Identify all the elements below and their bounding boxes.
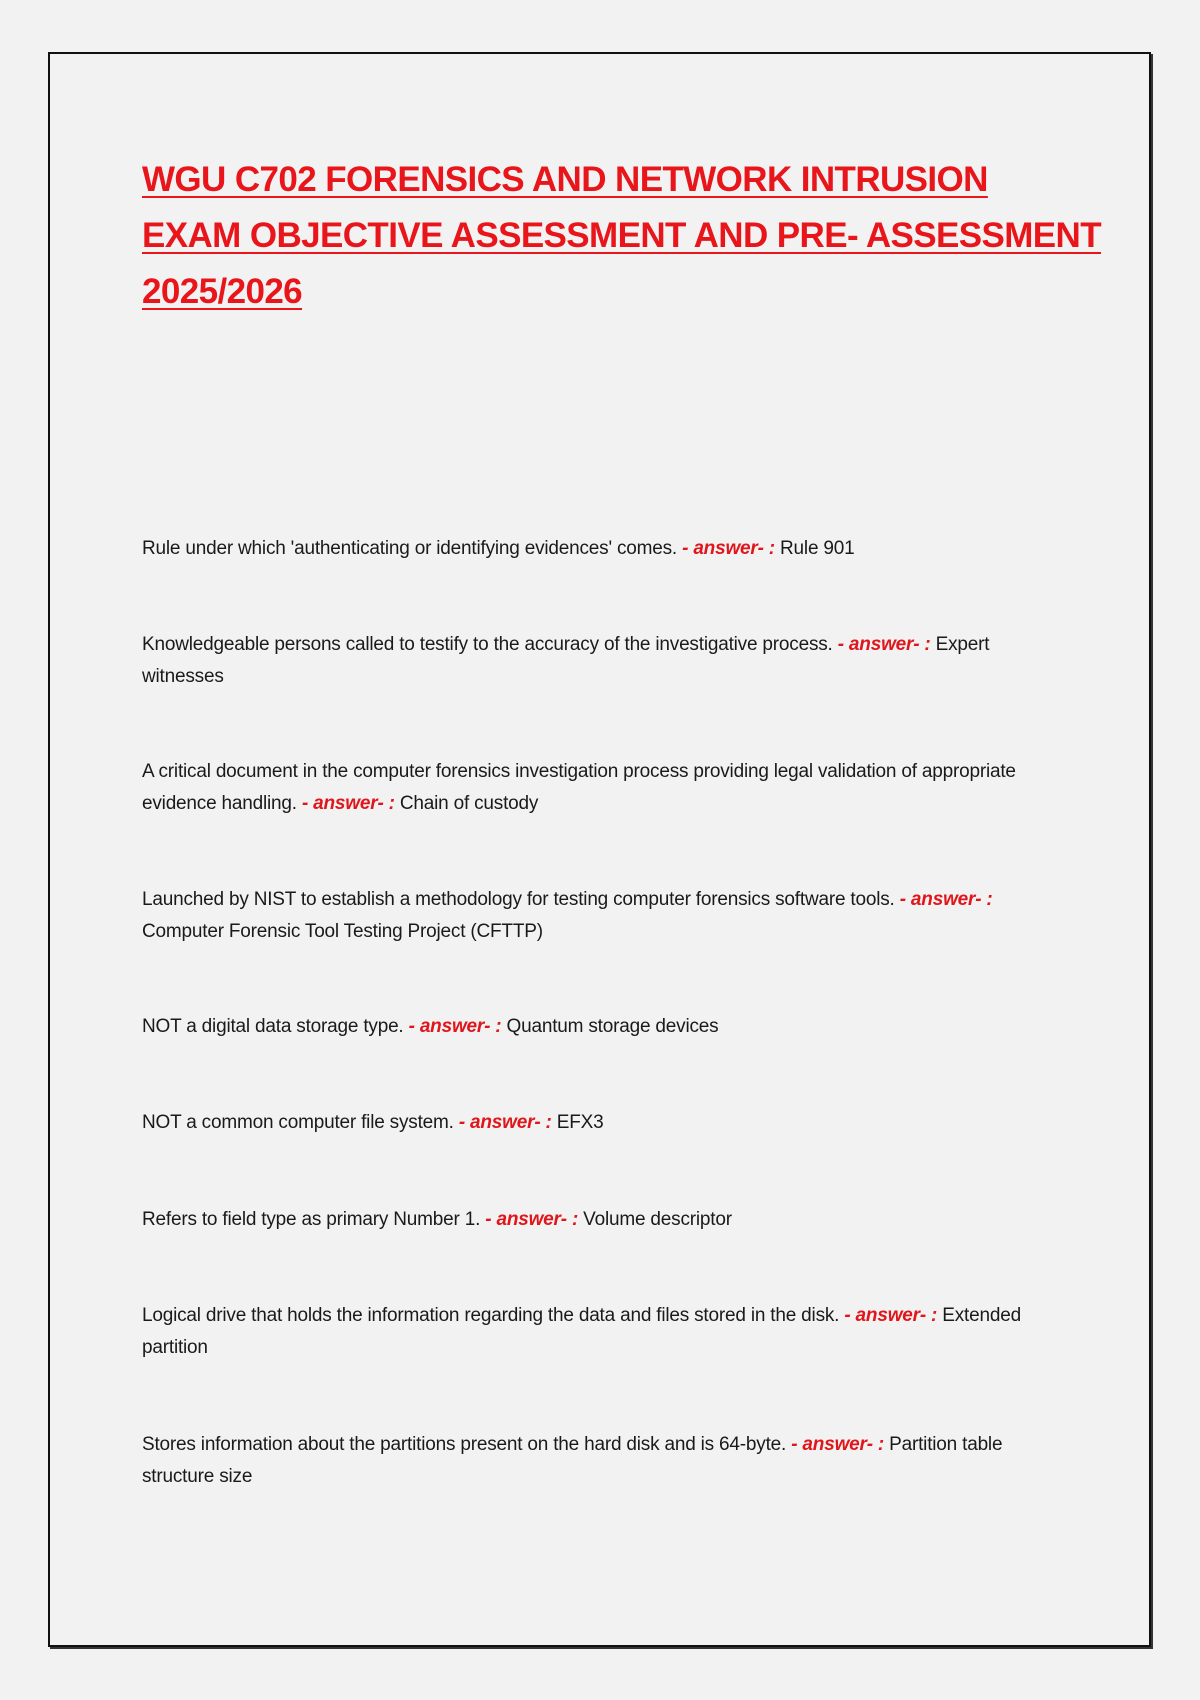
answer-text: Extended partition	[142, 1305, 1021, 1358]
question-text: Logical drive that holds the information regarding the data and files stored in the disk.	[142, 1305, 840, 1326]
answer-text: Chain of custody	[399, 793, 539, 814]
answer-text: Volume descriptor	[583, 1209, 732, 1230]
answer-tag: - answer- :	[458, 1112, 552, 1133]
qa-item-8	[142, 1300, 1062, 1364]
qa-item-6	[142, 1107, 1062, 1139]
title-line-2: EXAM OBJECTIVE ASSESSMENT AND PRE- ASSESSMENT	[142, 216, 1101, 255]
answer-tag: - answer- :	[485, 1209, 579, 1230]
question-text: A critical document in the computer forensics investigation process providing legal validation of appropriate evidence handling.	[142, 761, 1016, 814]
answer-tag: - answer- :	[408, 1016, 502, 1037]
answer-text: Rule 901	[780, 538, 855, 559]
question-text: Rule under which 'authenticating or identifying evidences' comes.	[142, 538, 678, 559]
question-text: Stores information about the partitions present on the hard disk and is 64-byte.	[142, 1434, 787, 1455]
answer-tag: - answer- :	[301, 793, 395, 814]
question-text: Refers to field type as primary Number 1.	[142, 1209, 481, 1230]
qa-item-7	[142, 1204, 1062, 1236]
qa-item-2	[142, 629, 1062, 693]
answer-tag: - answer- :	[844, 1305, 938, 1326]
answer-tag: - answer- :	[837, 634, 931, 655]
qa-item-1	[142, 533, 1062, 565]
title-line-3: 2025/2026	[142, 272, 303, 311]
qa-item-5	[142, 1011, 1062, 1043]
qa-item-3	[142, 756, 1062, 820]
document-title	[142, 152, 1101, 320]
answer-text: EFX3	[556, 1112, 604, 1133]
answer-tag: - answer- :	[682, 538, 775, 559]
answer-tag: - answer- :	[791, 1434, 885, 1455]
answer-tag: - answer- :	[899, 889, 993, 910]
title-line-1: WGU C702 FORENSICS AND NETWORK INTRUSION	[142, 160, 988, 199]
answer-text: Quantum storage devices	[506, 1016, 719, 1037]
answer-text: Computer Forensic Tool Testing Project (CFTTP)	[142, 921, 543, 942]
question-text: NOT a digital data storage type.	[142, 1016, 404, 1037]
answer-text: Partition table structure size	[142, 1434, 1003, 1487]
question-text: NOT a common computer file system.	[142, 1112, 454, 1133]
question-text: Knowledgeable persons called to testify to the accuracy of the investigative process.	[142, 634, 833, 655]
qa-item-9	[142, 1429, 1062, 1493]
question-text: Launched by NIST to establish a methodology for testing computer forensics software tools.	[142, 889, 895, 910]
answer-text: Expert witnesses	[142, 634, 990, 687]
qa-item-4	[142, 884, 1062, 948]
